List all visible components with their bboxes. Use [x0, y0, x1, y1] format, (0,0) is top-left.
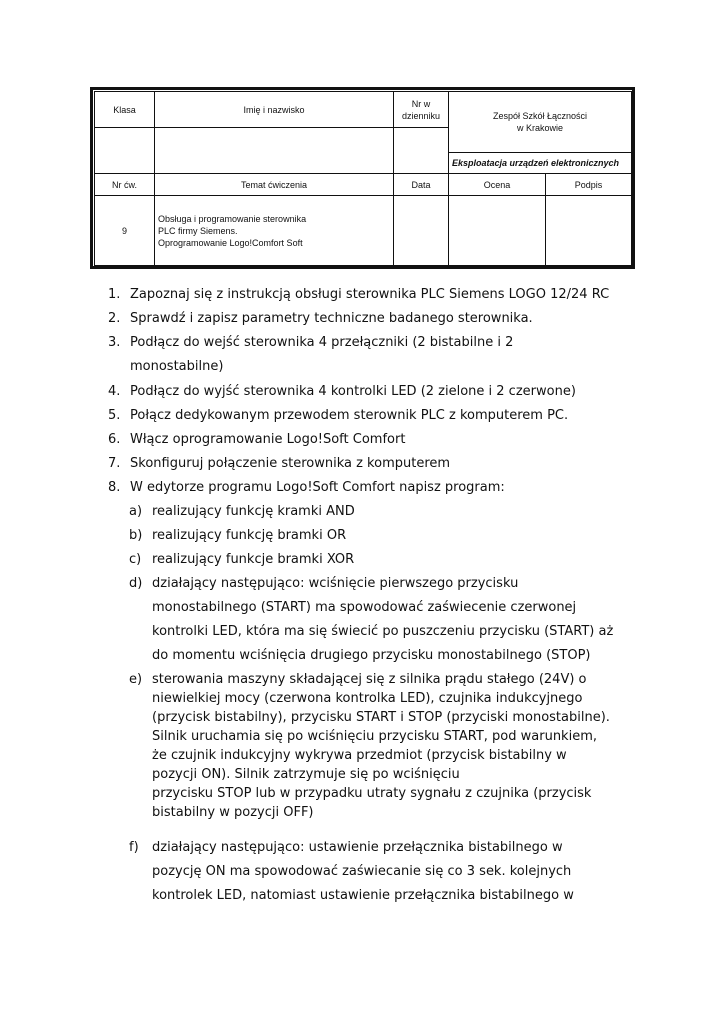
diary-value-cell	[394, 128, 449, 174]
header-table-frame	[90, 87, 635, 269]
exercise-number: 9	[95, 196, 155, 266]
topic-label: Temat ćwiczenia	[155, 174, 394, 196]
grade-cell	[449, 196, 546, 266]
diary-number-label: Nr w dzienniku	[394, 92, 449, 128]
class-label: Klasa	[95, 92, 155, 128]
subject-name: Eksploatacja urządzeń elektronicznych	[449, 153, 632, 174]
header-table	[94, 91, 632, 266]
school-name: Zespół Szkół Łączności w Krakowie	[449, 92, 632, 153]
signature-label: Podpis	[546, 174, 632, 196]
exercise-number-label: Nr ćw.	[95, 174, 155, 196]
class-value-cell	[95, 128, 155, 174]
signature-cell	[546, 196, 632, 266]
date-label: Data	[394, 174, 449, 196]
name-label: Imię i nazwisko	[155, 92, 394, 128]
exercise-topic: Obsługa i programowanie sterownika PLC firmy Siemens. Oprogramowanie Logo!Comfort Soft	[155, 196, 394, 266]
date-cell	[394, 196, 449, 266]
name-value-cell	[155, 128, 394, 174]
grade-label: Ocena	[449, 174, 546, 196]
